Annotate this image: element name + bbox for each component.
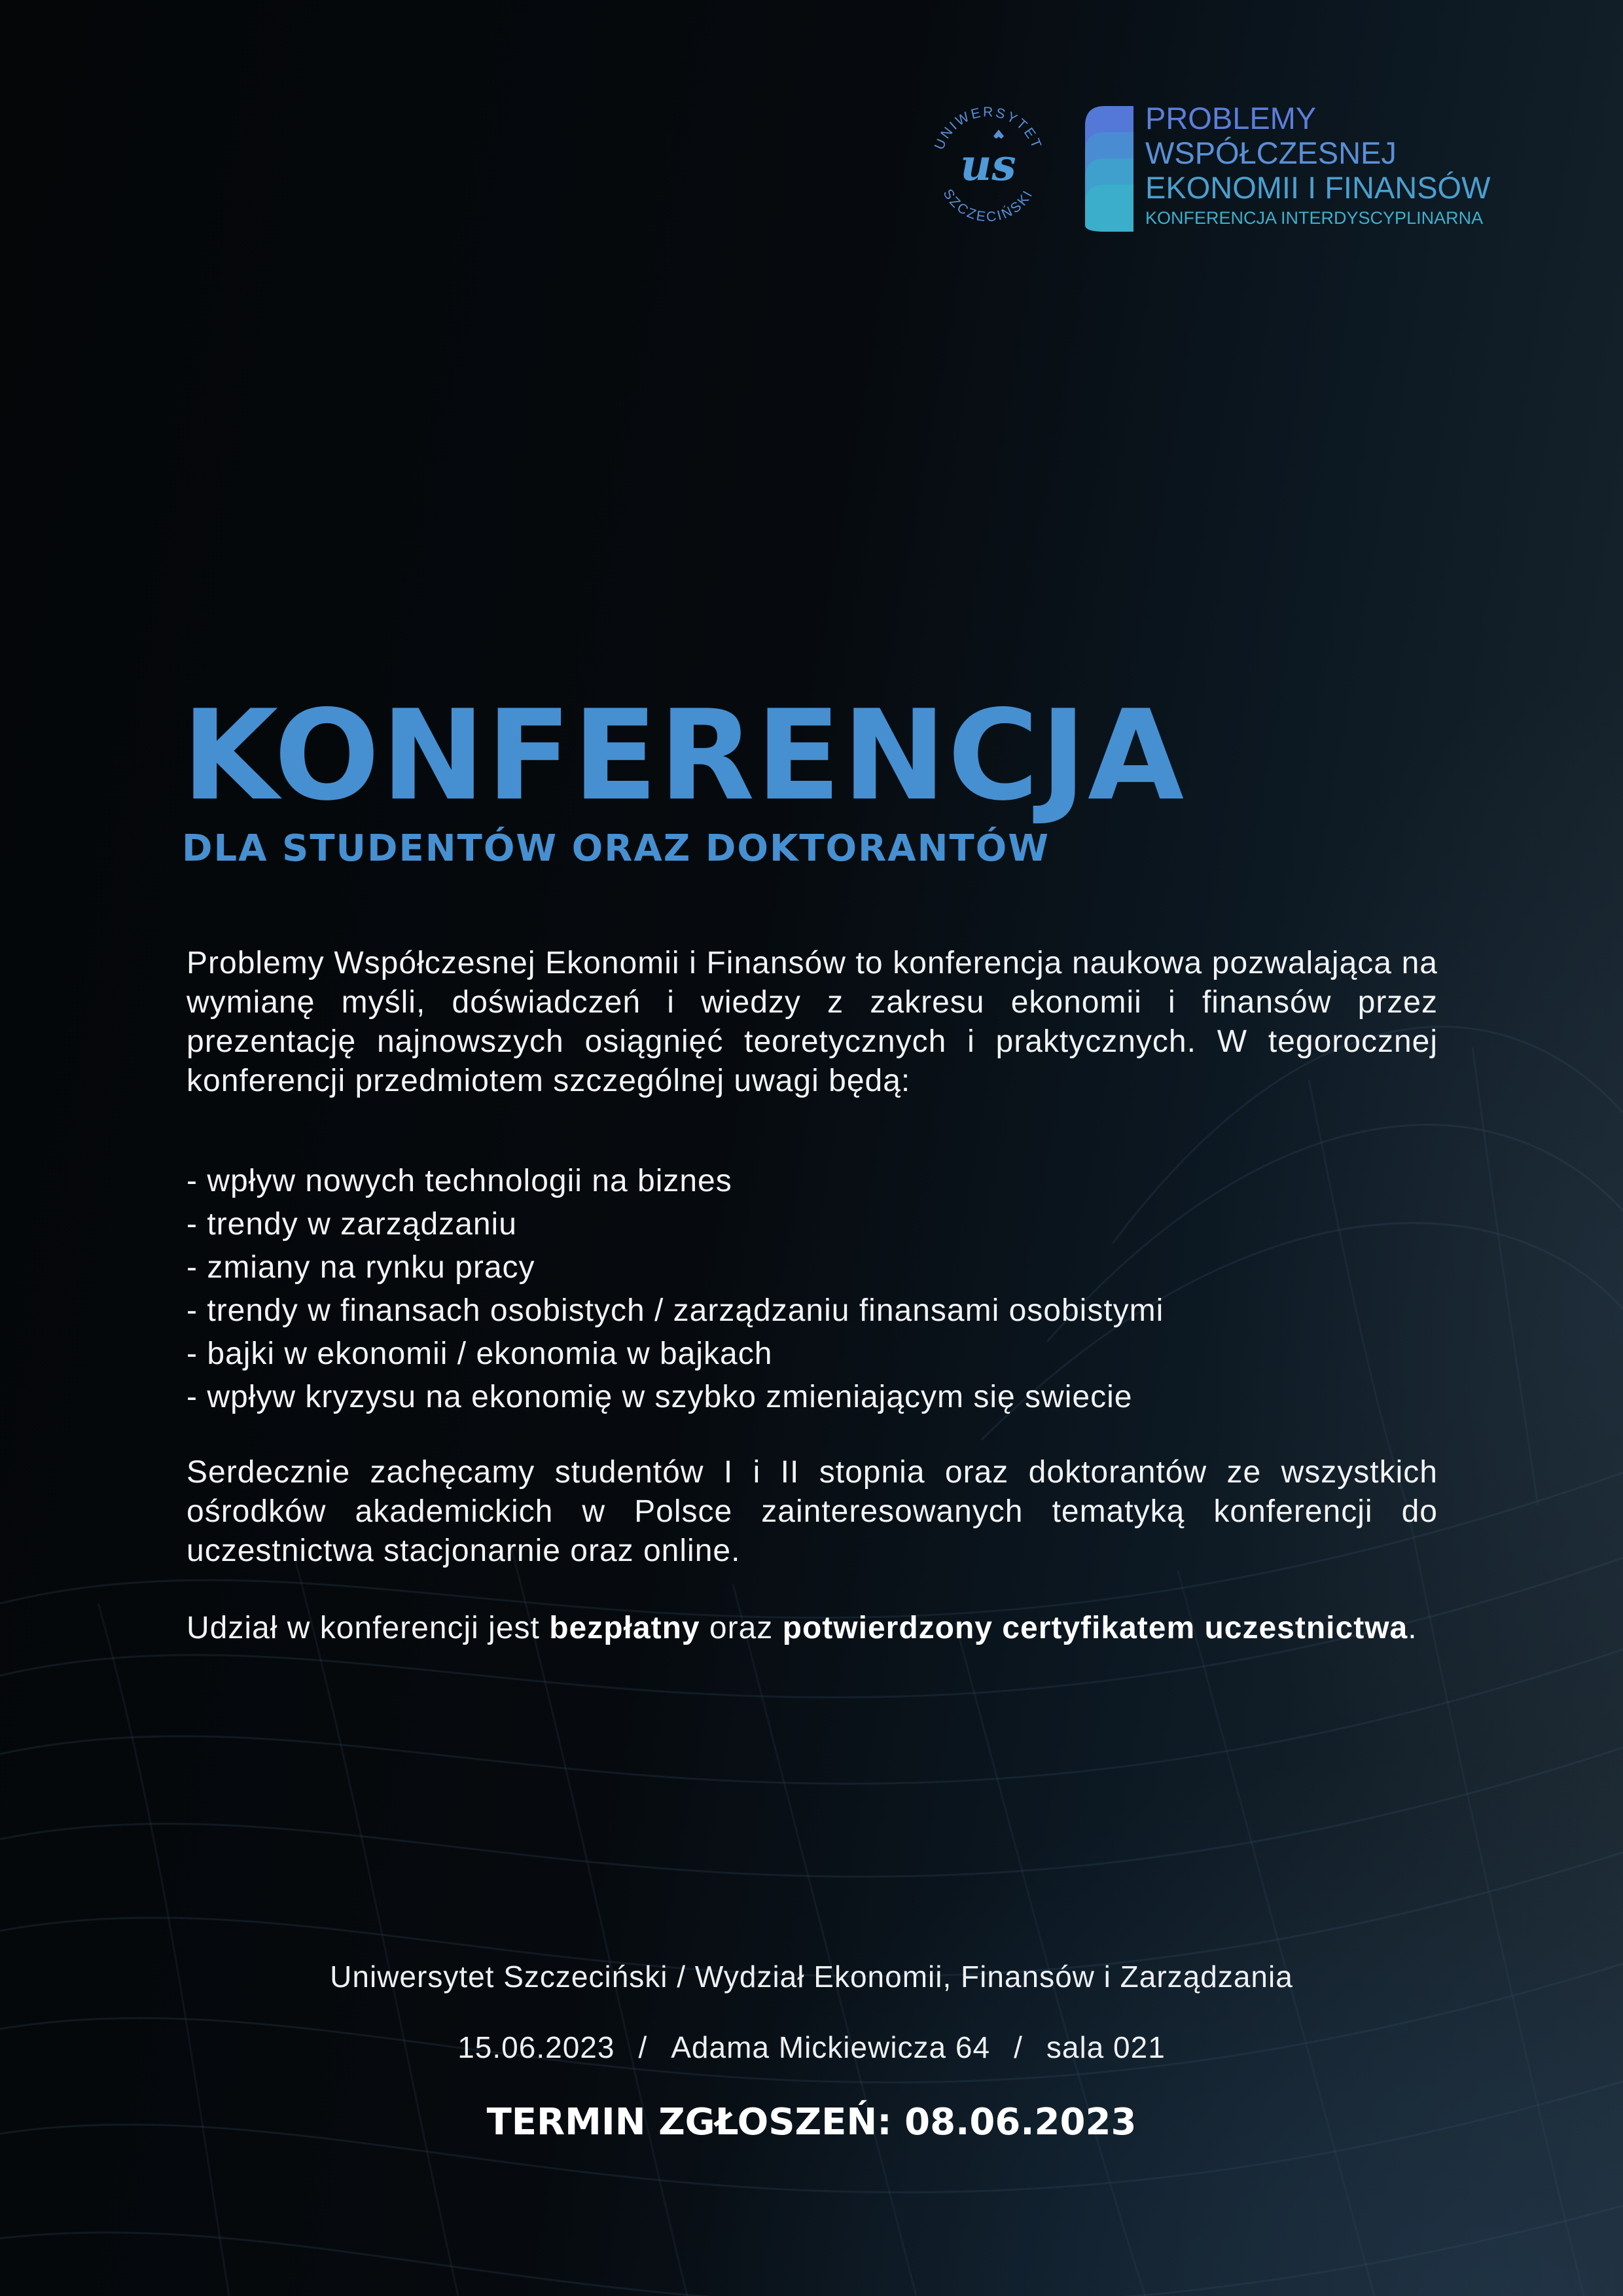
- topics-list: [187, 1160, 1438, 1419]
- event-address: Adama Mickiewicza 64: [671, 2030, 991, 2064]
- certificate-highlight: potwierdzony certyfikatem uczestnictwa: [782, 1611, 1408, 1645]
- participation-prefix: Udział w konferencji jest: [187, 1611, 550, 1645]
- registration-deadline: TERMIN ZGŁOSZEŃ: 08.06.2023: [486, 2101, 1137, 2144]
- conference-logo-line-3: EKONOMII I FINANSÓW: [1145, 170, 1491, 205]
- page-title: KONFERENCJA: [182, 683, 1186, 828]
- list-item: - bajki w ekonomii / ekonomia w bajkach: [187, 1336, 773, 1371]
- page-subtitle: DLA STUDENTÓW ORAZ DOKTORANTÓW: [182, 827, 1050, 870]
- invitation-paragraph: Serdecznie zachęcamy studentów I i II stopnia oraz doktorantów ze wszystkich ośrodków akademickich w Polsce zainteresowanych tematyką konferencji do uczestnictwa stacjonarnie oraz online.: [187, 1455, 1438, 1568]
- participation-middle: oraz: [700, 1611, 783, 1645]
- participation-paragraph: [187, 1609, 1438, 1648]
- event-date: 15.06.2023: [457, 2030, 615, 2064]
- university-arc-bottom-text: SZCZECIŃSKI: [940, 187, 1037, 225]
- list-item: - zmiany na rynku pracy: [187, 1250, 535, 1285]
- free-highlight: bezpłatny: [549, 1611, 700, 1645]
- headline: [182, 683, 1186, 872]
- list-item: - wpływ kryzysu na ekonomię w szybko zmieniającym się swiecie: [187, 1380, 1133, 1414]
- griffin-icon: [993, 130, 1004, 139]
- participation-suffix: .: [1408, 1611, 1418, 1645]
- body-content: [187, 944, 1438, 1648]
- svg-text:SZCZECIŃSKI: [940, 187, 1036, 224]
- separator: /: [638, 2030, 648, 2064]
- conference-logo-text: [1145, 101, 1490, 230]
- organizer-line: Uniwersytet Szczeciński / Wydział Ekonomii, Finansów i Zarządzania: [330, 1960, 1293, 1994]
- conference-logo-line-1: PROBLEMY: [1145, 101, 1317, 135]
- footer: [0, 1957, 1623, 2144]
- university-arc-top-text: UNIWERSYTET: [931, 104, 1045, 152]
- list-item: - trendy w finansach osobistych / zarządzaniu finansami osobistymi: [187, 1293, 1164, 1328]
- separator: /: [1014, 2030, 1023, 2064]
- university-seal-logo: [923, 98, 1054, 229]
- event-room: sala 021: [1046, 2030, 1166, 2064]
- university-monogram: us: [960, 139, 1016, 190]
- list-item: - trendy w zarządzaniu: [187, 1207, 517, 1242]
- list-item: - wpływ nowych technologii na biznes: [187, 1164, 732, 1198]
- conference-logo-line-2: WSPÓŁCZESNEJ: [1145, 135, 1397, 170]
- conference-logo-subtitle: KONFERENCJA INTERDYSCYPLINARNA: [1145, 208, 1484, 228]
- conference-stack-icon: [1085, 106, 1133, 232]
- intro-paragraph: Problemy Współczesnej Ekonomii i Finansów to konferencja naukowa pozwalająca na wymianę myśli, doświadczeń i wiedzy z zakresu ekonomii i finansów przez prezentację najnowszych osiągnięć teoretycznych i praktycznych. W tegorocznej konferencji przedmiotem szczególnej uwagi będą:: [187, 946, 1438, 1098]
- header-logos: [923, 98, 1525, 242]
- event-details-line: [0, 2028, 1623, 2067]
